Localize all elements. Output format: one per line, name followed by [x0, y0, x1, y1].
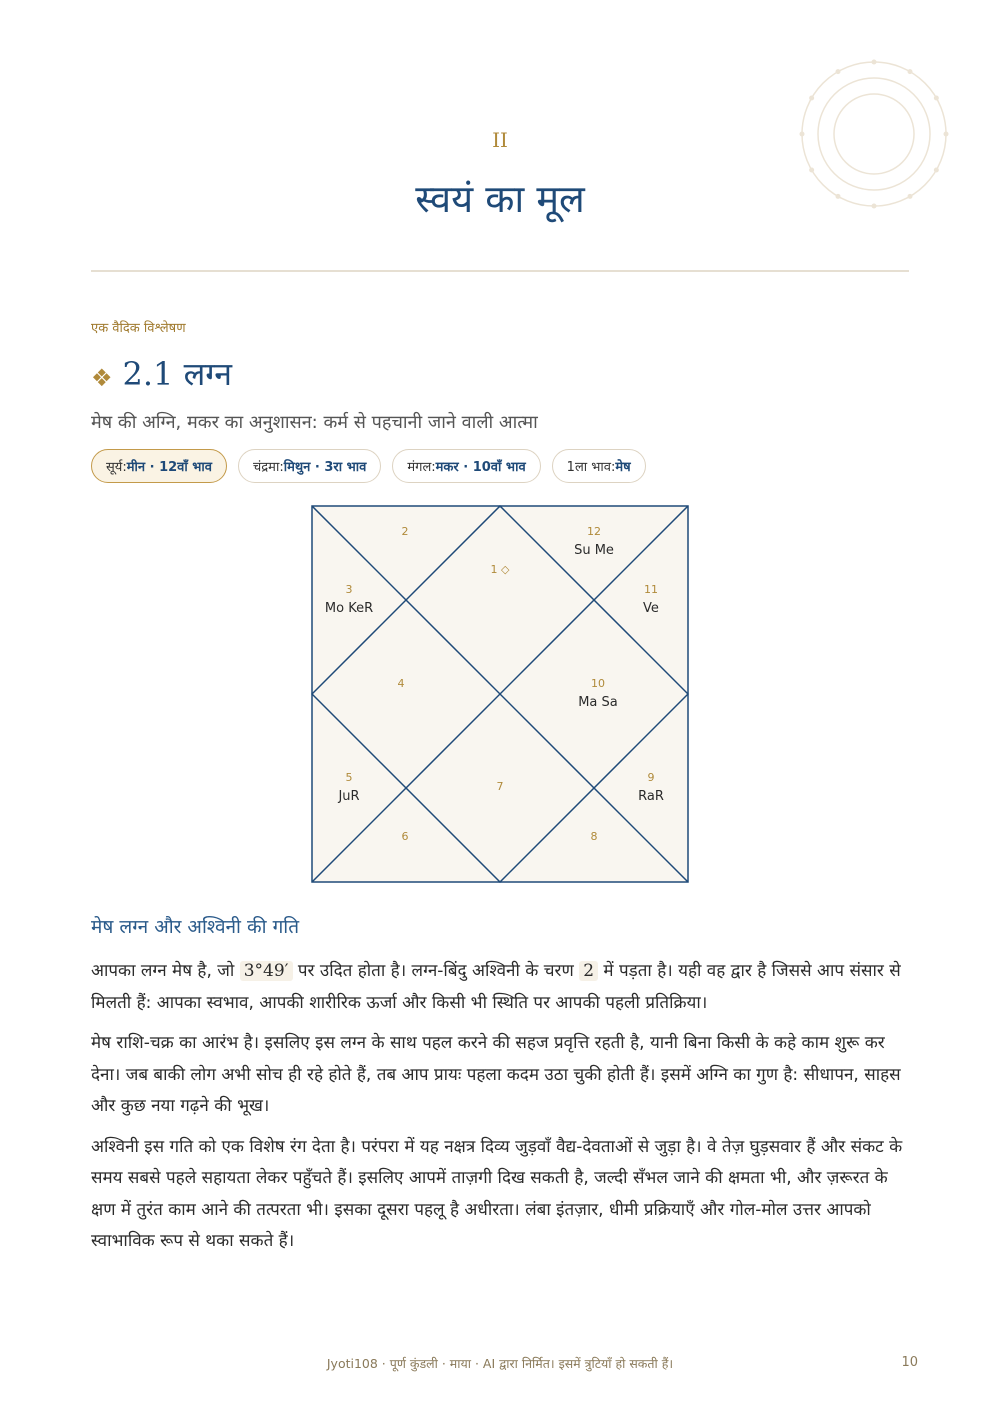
house-number: 5 — [345, 771, 353, 784]
house-number: 1 ◇ — [490, 563, 510, 576]
pill-value: मेष — [615, 460, 631, 475]
birth-chart — [311, 505, 689, 883]
pill-value: मकर · 10वाँ भाव — [435, 460, 526, 475]
pill-sun[interactable] — [91, 449, 227, 483]
body-text — [91, 956, 909, 1267]
house-number: 2 — [401, 525, 409, 538]
house-number: 8 — [590, 830, 598, 843]
paragraph — [91, 956, 909, 1019]
section-title: 2.1 लग्न — [122, 355, 233, 393]
pill-label: चंद्रमा: — [253, 460, 284, 475]
diamond-bullet-icon: ❖ — [91, 363, 113, 392]
paragraph: मेष राशि-चक्र का आरंभ है। इसलिए इस लग्न के साथ पहल करने की सहज प्रवृत्ति रहती है, यानी बिना किसी के कहे काम शुरू कर देना। जब बाकी लोग अभी सोच ही रहे होते हैं, तब आप प्रायः पहला कदम उठा चुकी होती हैं। इसमें अग्नि का गुण है: सीधापन, साहस और कुछ नया गढ़ने की भूख। — [91, 1033, 901, 1116]
pill-first-house[interactable] — [552, 449, 646, 483]
house-number: 4 — [397, 677, 405, 690]
house-number: 3 — [345, 583, 353, 596]
pill-moon[interactable] — [238, 449, 381, 483]
placement-pills — [91, 449, 646, 483]
pill-label: मंगल: — [407, 460, 436, 475]
body-subheading: मेष लग्न और अश्विनी की गति — [91, 916, 300, 938]
house-planets: Mo KeR — [324, 601, 374, 616]
section-subtitle: मेष की अग्नि, मकर का अनुशासन: कर्म से पहचानी जाने वाली आत्मा — [91, 412, 538, 433]
house-number: 7 — [496, 780, 504, 793]
ascendant-degree: 3°49′ — [240, 961, 293, 981]
house-planets: RaR — [638, 789, 664, 804]
chapter-title: स्वयं का मूल — [415, 177, 585, 221]
text-run: पर उदित होता है। लग्न-बिंदु अश्विनी के चरण — [292, 961, 580, 981]
house-planets: JuR — [338, 789, 360, 804]
house-number: 9 — [647, 771, 655, 784]
pill-value: मीन · 12वाँ भाव — [126, 460, 213, 475]
house-planets: Ve — [643, 601, 659, 616]
text-run: में पड़ता है। यही वह द्वार है जिससे आप संसार से मिलती हैं: आपका स्वभाव, आपकी शारीरिक ऊर्जा और किसी भी स्थिति पर आपकी पहली प्रतिक्रिया। — [91, 961, 901, 1013]
page-number: 10 — [901, 1355, 918, 1370]
house-number: 10 — [591, 677, 605, 690]
house-number: 11 — [644, 583, 658, 596]
text-run: आपका लग्न मेष है, जो — [91, 961, 240, 981]
chapter-number: II — [492, 128, 508, 152]
house-number: 6 — [401, 830, 409, 843]
house-planets: Su Me — [574, 543, 614, 558]
pill-label: 1ला भाव: — [566, 460, 616, 475]
paragraph: अश्विनी इस गति को एक विशेष रंग देता है। परंपरा में यह नक्षत्र दिव्य जुड़वाँ वैद्य-देवताओं से जुड़ा है। वे तेज़ घुड़सवार हैं और संकट के समय सबसे पहले सहायता लेकर पहुँचते हैं। इसलिए आपमें ताज़गी दिख सकती है, जल्दी सँभल जाने की क्षमता भी, और ज़रूरत के क्षण में तुरंत काम आने की तत्परता भी। इसका दूसरा पहलू है अधीरता। लंबा इंतज़ार, धीमी प्रक्रियाएँ और गोल-मोल उत्तर आपको स्वाभाविक रूप से थका सकते हैं। — [91, 1136, 903, 1251]
section-eyebrow: एक वैदिक विश्लेषण — [91, 321, 186, 336]
nakshatra-pada: 2 — [579, 961, 598, 981]
house-number: 12 — [587, 525, 601, 538]
house-planets: Ma Sa — [578, 695, 618, 710]
pill-mars[interactable] — [392, 449, 540, 483]
pill-value: मिथुन · 3रा भाव — [283, 460, 367, 475]
section-heading — [91, 352, 232, 395]
header-divider — [91, 270, 909, 272]
pill-label: सूर्य: — [106, 460, 127, 475]
footer-text: Jyoti108 · पूर्ण कुंडली · माया · AI द्वारा निर्मित। इसमें त्रुटियाँ हो सकती हैं। — [326, 1356, 674, 1371]
